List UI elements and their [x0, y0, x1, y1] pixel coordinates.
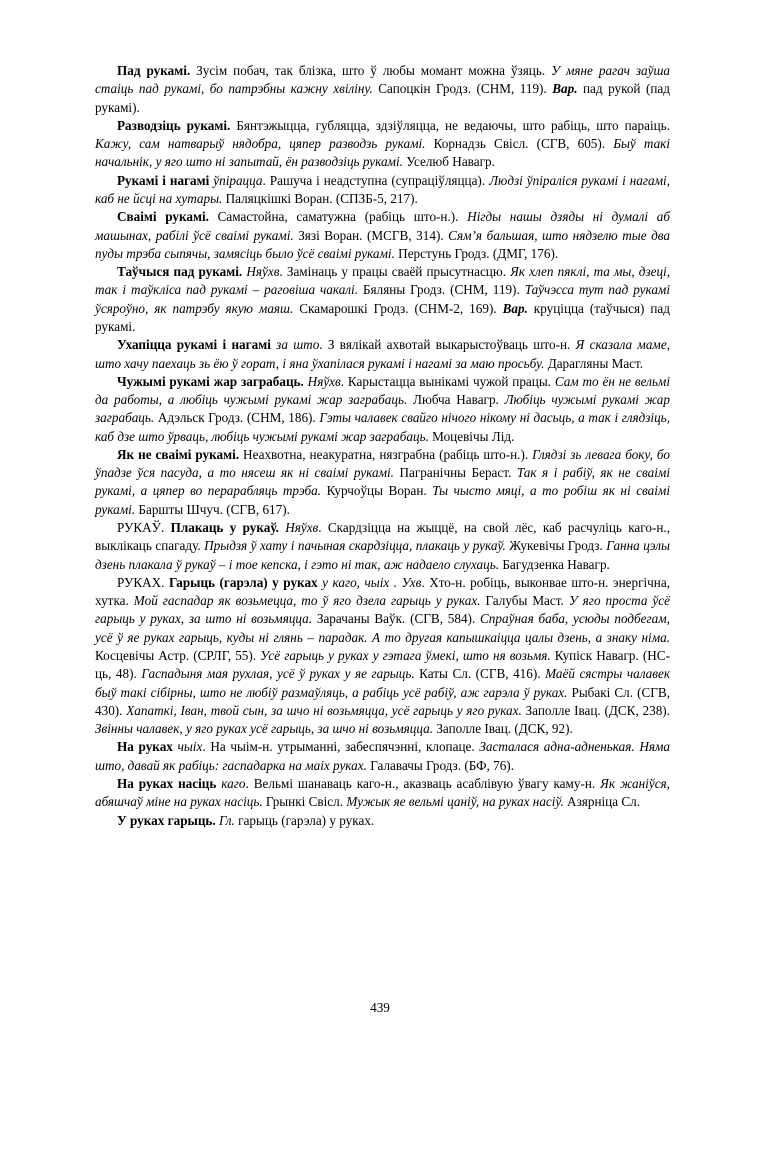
- entry-headword: Чужымі рукамі жар заграбаць.: [117, 373, 304, 389]
- entry-usage-label: Няўхв: [307, 373, 341, 389]
- entry-example: Так я і рабіў, як не сваімі рукамі, а цяпер во перарабляць трэба.: [95, 465, 670, 499]
- dictionary-entry: [95, 208, 670, 263]
- entry-example: Сам то ён не вельмі да работы, а любіць чужымі рукамі жар заграбаць.: [95, 373, 671, 408]
- entry-headword: Разводзіць рукамі.: [117, 117, 231, 133]
- entry-example: Мужык яе вельмі цаніў, на руках насіў.: [346, 794, 564, 810]
- entry-cross-ref-text: гарыць (гарэла) у руках.: [234, 812, 375, 828]
- entry-headword: Рукамі і нагамі: [117, 172, 210, 188]
- entry-definition: Неахвотна, неакуратна, нязграбна (рабіць што-н.).: [239, 446, 533, 462]
- entry-lemma: РУКАХ.: [117, 574, 165, 590]
- entry-example: Я сказала маме, што хачу паехаць зь ёю ў горат, і яна ўхапілася рукамі і нагамі за маю просьбу.: [95, 337, 671, 371]
- entry-variant-label: Вар.: [552, 81, 578, 97]
- dictionary-entry: [95, 336, 670, 373]
- entry-usage-label: Няўхв: [246, 264, 280, 280]
- entry-headword: Пад рукамі.: [117, 63, 191, 78]
- entry-example: Як жаніўся, абяшчаў міне на руках насіць.: [95, 775, 670, 810]
- entry-definition: . Карыстацца вынікамі чужой працы.: [340, 373, 555, 389]
- entry-headword: Таўчыся пад рукамі.: [117, 264, 243, 280]
- entry-variant-text: круціцца (таўчыся) пад рукамі.: [95, 300, 670, 334]
- entry-source: Грынкі Свісл.: [262, 794, 347, 810]
- dictionary-entry: [95, 775, 670, 812]
- dictionary-entry: [95, 62, 670, 117]
- entry-example: Гаспадыня мая рухлая, усё ў руках у яе гарыць.: [141, 666, 415, 682]
- dictionary-entry: [95, 574, 670, 739]
- dictionary-entry: [95, 172, 670, 209]
- entry-source: Багудзенка Навагр.: [499, 556, 610, 572]
- entry-example: Таўчэсса тут пад рукамі ўсяроўно, як патрэбу якую маяш.: [95, 282, 670, 316]
- entry-headword: Сваімі рукамі.: [117, 209, 209, 225]
- entry-example: Хапаткі, Іван, твой сын, за шчо ні возьмяцца, усё гарыць у яго руках.: [126, 702, 522, 718]
- entry-headword-qualifier: каго: [216, 775, 246, 791]
- dictionary-entry: [95, 263, 670, 336]
- entry-source: Жукевічы Гродз.: [505, 538, 607, 554]
- entry-source: Моцевічы Лід.: [428, 428, 515, 444]
- entry-source: Баршты Шчуч. (СГВ, 617).: [135, 501, 290, 517]
- entry-definition: . Замінаць у працы сваёй прысутнасцю.: [279, 264, 511, 280]
- entry-definition: . На чыім-н. утрыманні, забеспячэнні, клопаце.: [202, 739, 480, 755]
- entry-usage-label: . Ухв: [393, 574, 422, 590]
- entry-source: Рыбакі Сл. (СГВ, 430).: [95, 684, 670, 718]
- entry-example: Засталася адна-адненькая. Няма што, давай як рабіць: гаспадарка на маіх руках.: [95, 739, 670, 773]
- entry-example: Спраўная баба, усюды подбегам, усё ў яе руках гарыць, куды ні глянь – парадак. А то другая капышкаіцца цалы дзень, а знаку німа.: [95, 611, 670, 645]
- entry-cross-ref-label: Гл.: [219, 812, 235, 828]
- entry-example: Ты чысто мяці, а то робіш як ні сваімі рукамі.: [95, 483, 671, 517]
- entry-example: Любіць чужымі рукамі жар заграбаць.: [95, 392, 670, 426]
- entry-example: Глядзі зь левага боку, бо ўпадзе ўся пасуда, а то нясеш як ні сваімі рукамі.: [95, 446, 670, 481]
- entry-example: Людзі ўпіраліся рукамі і нагамі, каб не йсці на хутары.: [95, 172, 671, 206]
- entry-source: Сапоцкін Гродз. (СНМ, 119).: [372, 81, 553, 97]
- entry-example: Як хлеп пяклі, та мы, дзеці, так і таўкліса пад рукамі – раговіша чакалі.: [95, 264, 671, 298]
- entry-headword-qualifier: у каго, чыіх: [317, 574, 390, 590]
- entry-source: Азярніца Сл.: [563, 794, 641, 810]
- page-body-column: [95, 62, 670, 830]
- entry-example: Быў такі начальнік, у яго што ні запытай, ён разводзіць рукамі.: [95, 136, 670, 170]
- entry-headword: У руках гарыць.: [117, 812, 216, 828]
- entry-example: У мяне рагач заўша стаіць пад рукамі, бо патрэбны кажну хвіліну.: [95, 63, 670, 97]
- entry-definition: . Вельмі шанаваць каго-н., аказваць асаблівую ўвагу каму-н.: [245, 775, 601, 791]
- entry-source: Уселюб Навагр.: [402, 154, 495, 170]
- entry-source: Галавачы Гродз. (БФ, 76).: [366, 757, 514, 773]
- entry-example: Усё гарыць у руках у гэтага ўмекі, што ня возьмя.: [260, 648, 551, 663]
- entry-example: Сям’я бальшая, што нядзелю тые два пуды трэба сыпячы, замясіць было ўсё сваімі рукамі.: [95, 227, 670, 261]
- entry-definition: . З вялікай ахвотай выкарыстоўваць што-н.: [319, 337, 576, 353]
- entry-headword: Ухапіцца рукамі і нагамі: [117, 337, 271, 353]
- entry-example: Нігды нашы дзяды ні думалі аб машынах, рабілі ўсё сваімі рукамі.: [95, 209, 670, 243]
- entry-definition: Бянтэжыцца, губляцца, здзіўляцца, не ведаючы, што рабіць, што параіць.: [230, 117, 670, 133]
- entry-source: Купіск Навагр. (НС-ць, 48).: [95, 648, 670, 682]
- entry-variant-text: пад рукой (пад рукамі).: [95, 81, 670, 115]
- entry-headword: Гарыць (гарэла) у руках: [164, 574, 318, 590]
- entry-source: Любча Навагр.: [407, 392, 505, 408]
- entry-example: Прыдзя ў хату і пачыная скардзіцца, плакаць у рукаў.: [204, 538, 506, 554]
- page-number: 439: [370, 1000, 390, 1015]
- dictionary-entry: [95, 812, 670, 830]
- dictionary-entry: [95, 519, 670, 574]
- dictionary-entry: [95, 446, 670, 519]
- entry-example: Гэты чалавек свайго нічого нікому ні дасьць, а так і глядзіць, каб дзе што ўрваць, любіць чужымі рукамі жар заграбаць.: [95, 410, 670, 444]
- entry-source: Пагранічны Бераст.: [393, 465, 517, 481]
- entry-headword-qualifier: чыіх: [172, 739, 203, 755]
- entry-source: Скамарошкі Гродз. (СНМ-2, 169).: [293, 300, 503, 316]
- entry-definition: . Хто-н. робіць, выконвае што-н. энергічна, хутка.: [95, 574, 671, 609]
- entry-headword-qualifier: ўпірацца: [209, 172, 263, 188]
- entry-example: Звінны чалавек, у яго руках усё гарыць, за шчо ні возьмяцца.: [95, 721, 434, 737]
- entry-headword: На руках: [117, 739, 173, 755]
- entry-source: Адэльск Гродз. (СНМ, 186).: [154, 410, 320, 426]
- entry-source: Корнадзь Свісл. (СГВ, 605).: [425, 136, 614, 152]
- entry-source: Галубы Маст.: [480, 593, 569, 609]
- entry-example: Мой гаспадар як возьмецца, то ў яго дзела гарыць у руках.: [133, 593, 481, 609]
- entry-source: Заполле Івац. (ДСК, 238).: [521, 702, 670, 718]
- entry-source: Дарагляны Маст.: [544, 355, 644, 371]
- entry-variant-label: Вар.: [502, 300, 528, 316]
- dictionary-entry: [95, 117, 670, 172]
- entry-headword: На руках насіць: [117, 775, 217, 791]
- entry-example: Ганна цэлы дзень плакала ў рукаў – і тое кепска, і гэто ні так, аж надаело слухаць.: [95, 538, 670, 572]
- entry-headword: Як не сваімі рукамі.: [117, 446, 240, 462]
- entry-source: Бяляны Гродз. (СНМ, 119).: [358, 282, 525, 298]
- dictionary-entry: [95, 373, 670, 446]
- entry-source: Перстунь Гродз. (ДМГ, 176).: [394, 245, 559, 261]
- entry-example: Маёй сястры чалавек быў такі сібірны, што не любіў размаўляць, а рабіць усё рабіў, аж гарэла ў руках.: [95, 666, 670, 700]
- entry-definition: . Рашуча і неадступна (супраціўляцца).: [262, 172, 490, 188]
- entry-lemma: РУКАЎ.: [117, 520, 165, 536]
- entry-example: У яго проста ўсё гарыць у руках, за што ні возьмяцца.: [95, 593, 670, 627]
- entry-definition: Самастойна, саматужна (рабіць што-н.).: [208, 209, 468, 225]
- entry-source: Заполле Івац. (ДСК, 92).: [433, 721, 573, 737]
- entry-source: Зарачаны Ваўк. (СГВ, 584).: [312, 611, 481, 627]
- entry-source: Паляцкішкі Воран. (СПЗБ-5, 217).: [222, 190, 418, 206]
- entry-headword-qualifier: за што: [270, 337, 320, 353]
- entry-definition: . Скардзіцца на жыццё, на свой лёс, каб расчуліць каго-н., выклікаць спагаду.: [95, 520, 670, 554]
- dictionary-entry: [95, 738, 670, 775]
- entry-source: Косцевічы Астр. (СРЛГ, 55).: [95, 648, 261, 663]
- entry-headword: Плакаць у рукаў.: [164, 520, 279, 536]
- entry-source: Зязі Воран. (МСГВ, 314).: [293, 227, 449, 243]
- entry-source: Каты Сл. (СГВ, 416).: [414, 666, 546, 682]
- entry-example: Кажу, сам натварыў нядобра, цяпер разводзь рукамі.: [95, 136, 426, 152]
- entry-source: Курчоўцы Воран.: [321, 483, 433, 499]
- entry-definition: Зусім побач, так блізка, што ў любы момант можна ўзяць.: [190, 63, 552, 78]
- entry-usage-label: Няўхв: [285, 520, 319, 536]
